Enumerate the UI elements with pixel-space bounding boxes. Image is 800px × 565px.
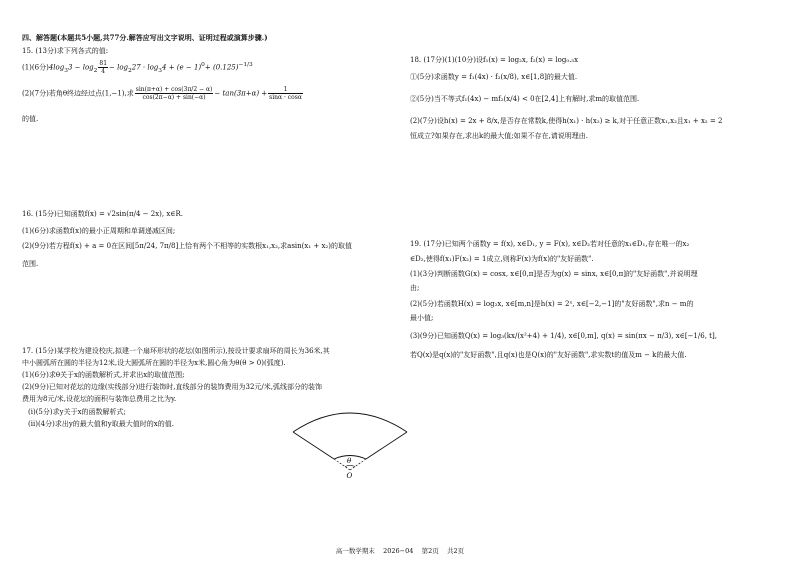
q19-line2: ∈D₂,使得f(x₁)F(x₂) = 1成立,则称F(x)为f(x)的"友好函数". (410, 255, 594, 263)
q19-head: 19. (17分)已知两个函数y = f(x), x∈D₁, y = F(x), x∈D₂若对任意的x₁∈D₁,存在唯一的x₂ (410, 240, 690, 248)
sector-ring-figure (285, 402, 415, 482)
theta-label: θ (347, 457, 352, 465)
q19-part2b: 最小值; (410, 314, 434, 322)
q17-line2: 中小圆弧所在圆的半径为12米,设大圆弧所在圆的半径为x米,圆心角为θ(θ > 0)(弧度). (22, 359, 286, 367)
q15-part2: (2)(7分)若角θ终边经过点(1,−1),求 $\frac{\sin(\pi+\alpha) + \cos(3\pi/2 - \alpha)}{\cos(2\pi-\alpha) + \sin(-\alpha)}$ − tan(3π+α) + $\frac{1}{\sin\alpha \cdot \cos\alpha}$ (22, 86, 302, 101)
q18-part1: ①(5分)求函数y = f₁(4x) · f₂(x/8), x∈[1,8]的最大值. (410, 73, 578, 81)
q17-part1: (1)(6分)求θ关于x的函数解析式,并求出x的取值范围; (22, 371, 185, 379)
q17-sub1: (ⅰ)(5分)求y关于x的函数解析式; (28, 408, 126, 416)
q15-head: 15. (13分)求下列各式的值: (22, 47, 109, 55)
q15-tail: 的值. (22, 115, 39, 123)
q18-part3a: (2)(7分)设h(x) = 2x + 8/x,是否存在常数k,使得h(x₁) · h(x₂) ≥ k,对于任意正数x₁,x₂且x₁ + x₂ = 2 (410, 117, 723, 125)
q18-part2: ②(5分)当不等式f₁(4x) − mf₂(x/4) < 0在[2,4]上有解时,求m的取值范围. (410, 95, 640, 103)
right-edge (366, 432, 407, 459)
q19-part2a: (2)(5分)若函数H(x) = log₂x, x∈[m,n]是h(x) = 2ˣ, x∈[−2,−1]的"友好函数",求n − m的 (410, 300, 694, 308)
q19-part1a: (1)(3分)判断函数G(x) = cosx, x∈[0,π]是否为g(x) = sinx, x∈[0,π]的"友好函数",并说明理 (410, 270, 698, 278)
q16-part1: (1)(6分)求函数f(x)的最小正周期和单调递减区间; (22, 227, 176, 235)
center-o-label: O (346, 472, 353, 480)
q15-frac-trig: $\frac{\sin(\pi+\alpha) + \cos(3\pi/2 - \alpha)}{\cos(2\pi-\alpha) + \sin(-\alpha)}$ (135, 86, 213, 101)
q17-sub2: (ⅱ)(4分)求出y的最大值和y取最大值时的x的值. (28, 420, 174, 428)
q15-frac-recip: $\frac{1}{\sin\alpha \cdot \cos\alpha}$ (269, 86, 302, 101)
outer-arc (293, 413, 407, 432)
q15-frac-81-4: $\frac{81}{4}$ (99, 60, 108, 75)
q17-part2a: (2)(9分)已知对花坛的边缘(实线部分)进行装饰时,直线部分的装饰费用为32元/米,弧线部分的装饰 (22, 383, 323, 391)
q18-head: 18. (17分)(1)(10分)设f₁(x) = log₂x, f₂(x) = log₀.₅x (410, 56, 579, 64)
section-title: 四、解答题(本题共5小题,共77分.解答应写出文字说明、证明过程或演算步骤.) (22, 33, 268, 42)
q19-part3a: (3)(9分)已知函数Q(x) = log₃(kx/(x²+4) + 1/4), x∈[0,m], q(x) = sin(πx − π/3), x∈[−1/6, t], (410, 332, 717, 340)
q16-part2a: (2)(9分)若方程f(x) + a = 0在区间[5π/24, 7π/8]上恰有两个不相等的实数根x₁,x₂,求asin(x₁ + x₂)的取值 (22, 242, 352, 250)
q15-part1: (1)(6分)$4\log_33 - \log_2$ $\frac{81}{4}$ − $\log_227 \cdot \log_34 + (e - 1)^0+ (0.125)^{-1/3}$ (22, 60, 253, 75)
q19-part1b: 由; (410, 284, 420, 292)
page-footer: 高一数学期末 2026−04 第2页 共2页 (335, 547, 465, 555)
q17-part2b: 费用为8元/米,设花坛的面积与装饰总费用之比为y. (22, 395, 177, 403)
q16-part2b: 范围. (22, 260, 39, 268)
q17-head: 17. (15分)某学校为建设校庆,拟建一个扇环形状的花坛(如图所示),按设计要求扇环的周长为36米,其 (22, 347, 330, 355)
angle-arc (345, 465, 355, 466)
q19-part3b: 若Q(x)是q(x)的"友好函数",且q(x)也是Q(x)的"友好函数",求实数t的值及m − k的最大值. (410, 351, 687, 359)
q18-part3b: 恒成立?如果存在,求出k的最大值;如果不存在,请说明理由. (410, 132, 589, 140)
left-edge (293, 432, 334, 459)
right-dashed-radius (350, 459, 366, 470)
q16-head: 16. (15分)已知函数f(x) = √2sin(π/4 − 2x), x∈R. (22, 210, 183, 218)
